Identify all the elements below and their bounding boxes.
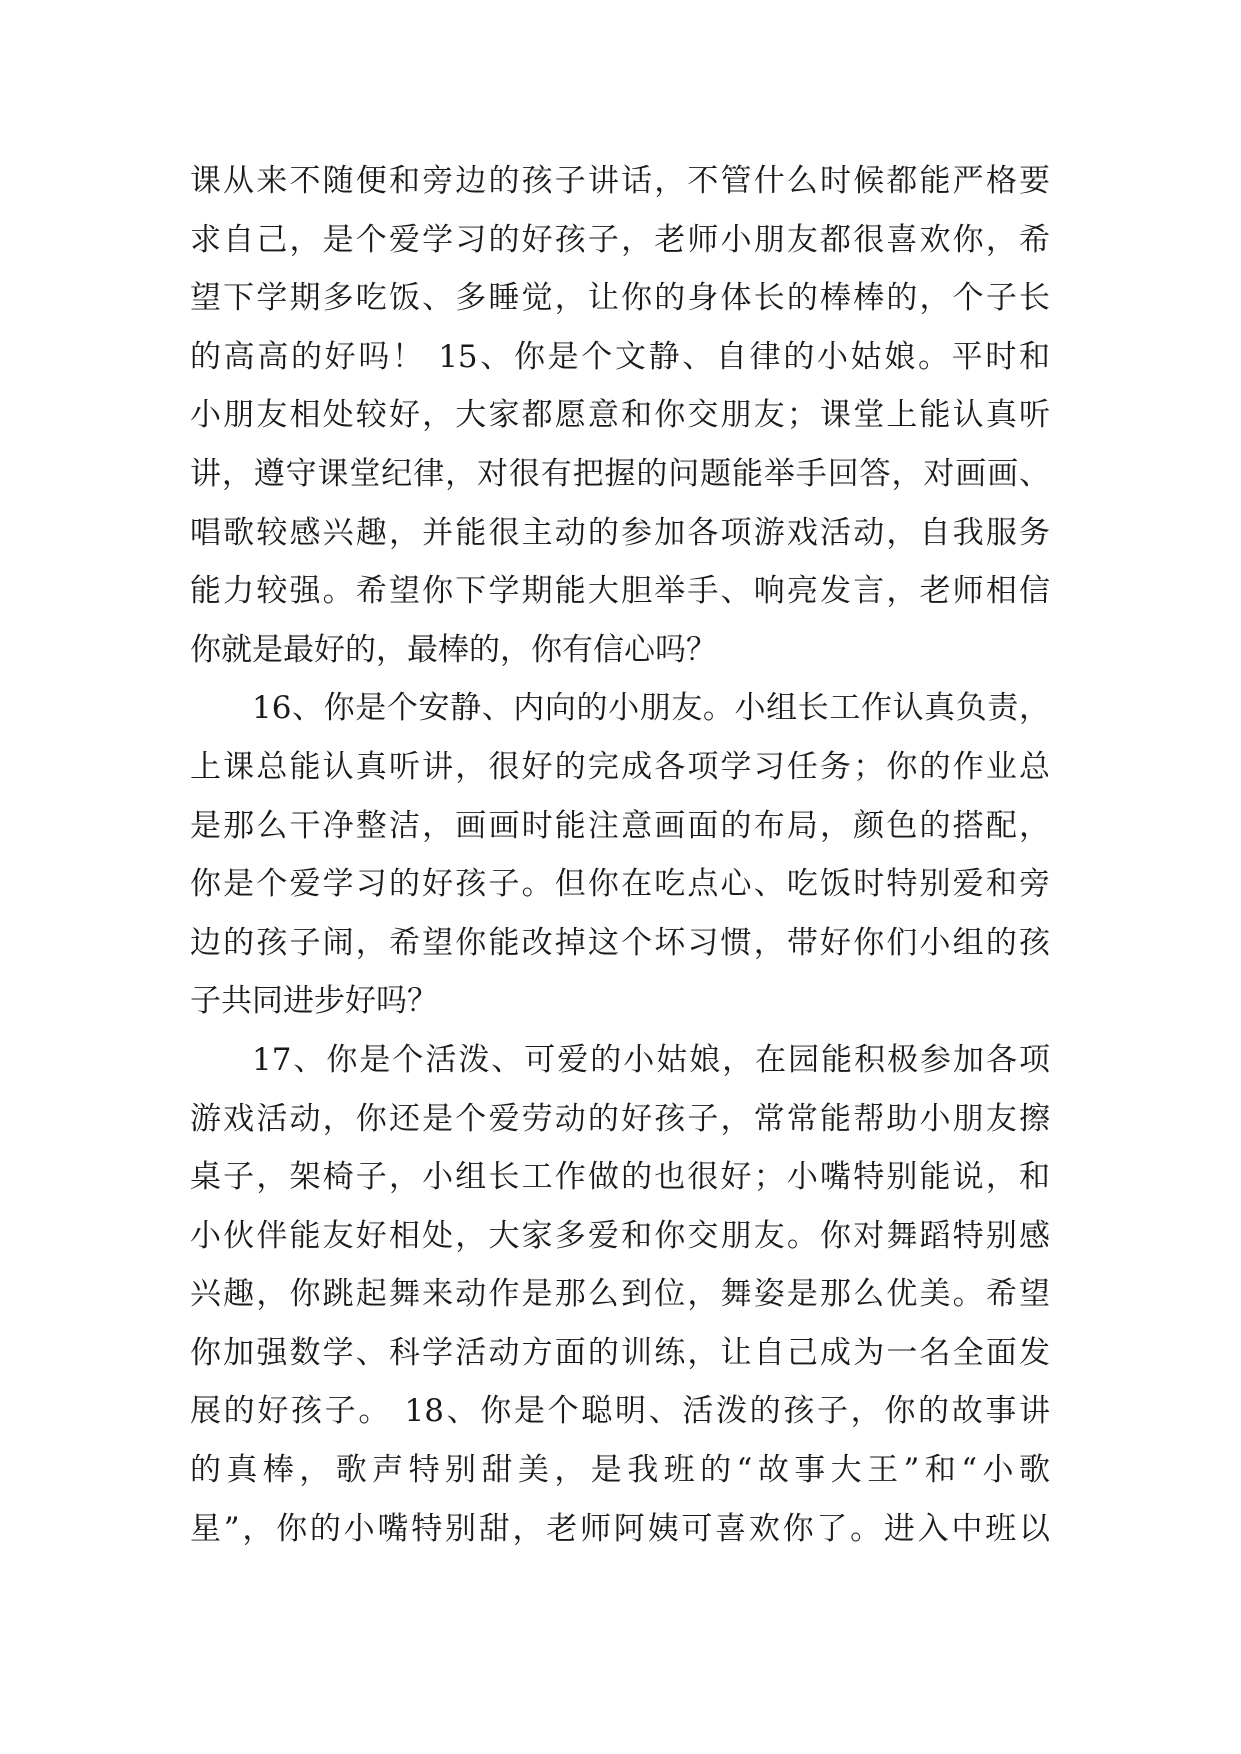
text-line: 的高高的好吗！ 15、你是个文静、自律的小姑娘。平时和: [190, 338, 1050, 375]
body-text: [190, 152, 1050, 1558]
text-line: 星”，你的小嘴特别甜，老师阿姨可喜欢你了。进入中班以: [190, 1510, 1050, 1547]
text-line: 边的孩子闹，希望你能改掉这个坏习惯，带好你们小组的孩: [190, 924, 1050, 961]
text-line: 桌子，架椅子，小组长工作做的也很好；小嘴特别能说，和: [190, 1159, 1050, 1196]
text-line: 的真棒，歌声特别甜美，是我班的“故事大王”和“小歌: [190, 1452, 1050, 1489]
text-line: 能力较强。希望你下学期能大胆举手、响亮发言，老师相信: [190, 573, 1050, 610]
text-line: 游戏活动，你还是个爱劳动的好孩子，常常能帮助小朋友擦: [190, 1100, 1050, 1137]
paragraph-17-first-line: 17、你是个活泼、可爱的小姑娘，在园能积极参加各项: [252, 1041, 1050, 1078]
text-line: 小朋友相处较好，大家都愿意和你交朋友；课堂上能认真听: [190, 397, 1050, 434]
text-line: 望下学期多吃饭、多睡觉，让你的身体长的棒棒的，个子长: [190, 280, 1050, 317]
text-line: 兴趣，你跳起舞来动作是那么到位，舞姿是那么优美。希望: [190, 1276, 1050, 1313]
text-line: 你就是最好的，最棒的，你有信心吗？: [190, 631, 717, 668]
text-line: 小伙伴能友好相处，大家多爱和你交朋友。你对舞蹈特别感: [190, 1217, 1050, 1254]
paragraph-16-first-line: 16、你是个安静、内向的小朋友。小组长工作认真负责，: [252, 690, 1050, 727]
text-line: 课从来不随便和旁边的孩子讲话，不管什么时候都能严格要: [190, 163, 1050, 199]
text-line: 唱歌较感兴趣，并能很主动的参加各项游戏活动，自我服务: [190, 514, 1050, 551]
text-line: 讲，遵守课堂纪律，对很有把握的问题能举手回答，对画画、: [190, 455, 1050, 492]
text-line: 你是个爱学习的好孩子。但你在吃点心、吃饭时特别爱和旁: [190, 866, 1050, 903]
text-line: 上课总能认真听讲，很好的完成各项学习任务；你的作业总: [190, 748, 1050, 785]
text-line: 展的好孩子。 18、你是个聪明、活泼的孩子，你的故事讲: [190, 1393, 1050, 1430]
text-line: 求自己，是个爱学习的好孩子，老师小朋友都很喜欢你，希: [190, 221, 1050, 258]
text-line: 是那么干净整洁，画画时能注意画面的布局，颜色的搭配，: [190, 807, 1050, 844]
text-line: 子共同进步好吗？: [190, 983, 438, 1020]
text-line: 你加强数学、科学活动方面的训练，让自己成为一名全面发: [190, 1334, 1050, 1371]
